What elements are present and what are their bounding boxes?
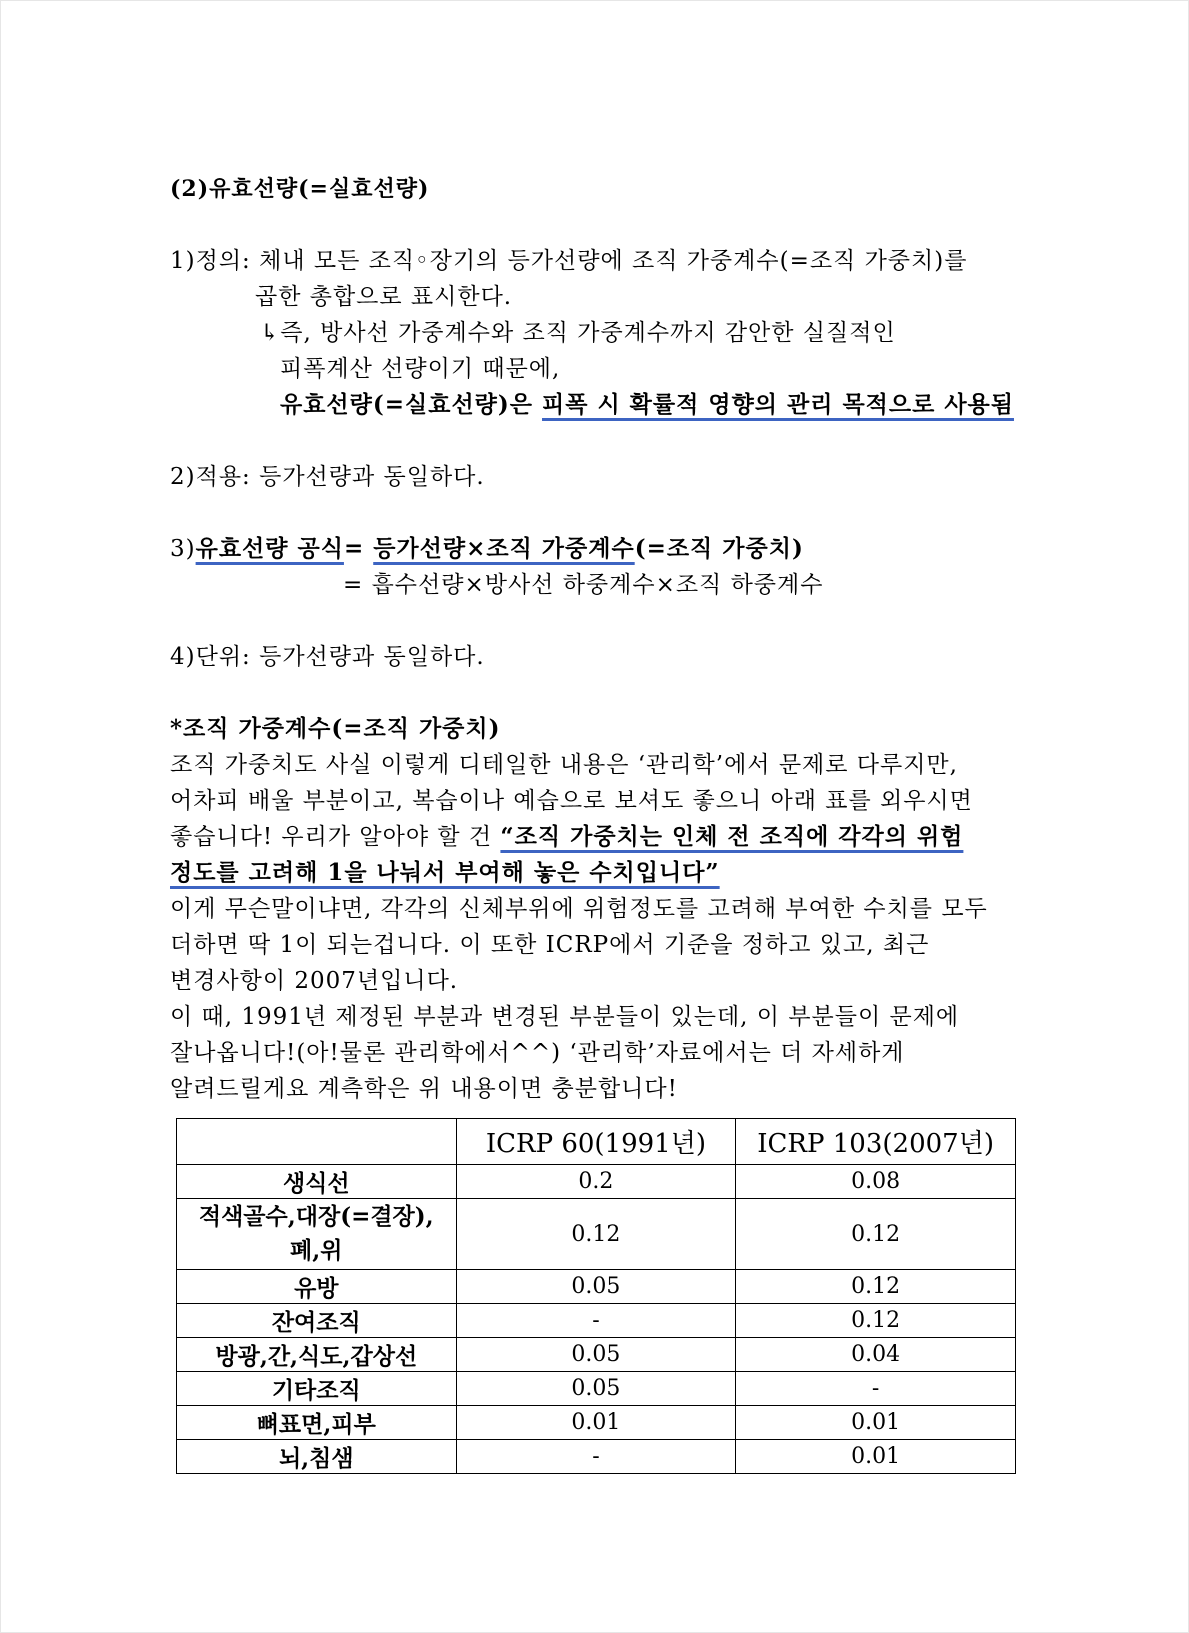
tissue-key-point-1: “조직 가중치는 인체 전 조직에 각각의 위험 (500, 823, 964, 850)
table-header-row (177, 1119, 1016, 1165)
definition-text-1: 체내 모든 조직◦장기의 등가선량에 조직 가중계수(=조직 가중치)를 (259, 248, 968, 274)
tissue-paragraph-10: 알려드릴게요 계측학은 위 내용이면 충분합니다! (170, 1076, 678, 1102)
definition-line-2: 곱한 총합으로 표시한다. (255, 284, 513, 310)
formula-expression: 등가선량×조직 가중계수 (373, 535, 635, 562)
icrp60-cell: 0.01 (456, 1406, 736, 1440)
formula-name: 유효선량 공식 (195, 535, 344, 562)
table-row (177, 1406, 1016, 1440)
organ-cell-line-2: 폐,위 (290, 1237, 343, 1264)
organ-cell: 생식선 (177, 1165, 457, 1199)
definition-highlight: 피폭 시 확률적 영향의 관리 목적으로 사용됨 (542, 391, 1014, 418)
icrp60-cell: - (456, 1304, 736, 1338)
icrp60-cell: 0.05 (456, 1270, 736, 1304)
tissue-paragraph-3 (170, 820, 963, 854)
tissue-paragraph-6: 더하면 딱 1이 되는겁니다. 이 또한 ICRP에서 기준을 정하고 있고, 최근 (170, 932, 930, 958)
table-header-blank (177, 1119, 457, 1165)
unit-line: 4)단위: 등가선량과 동일하다. (170, 644, 485, 670)
icrp60-cell: 0.05 (456, 1372, 736, 1406)
organ-cell: 뇌,침샘 (177, 1440, 457, 1474)
definition-line-3: ↳즉, 방사선 가중계수와 조직 가중계수까지 감안한 실질적인 (260, 320, 896, 346)
icrp103-cell: 0.12 (736, 1270, 1016, 1304)
table-row (177, 1440, 1016, 1474)
icrp60-cell: 0.12 (456, 1199, 736, 1270)
icrp103-cell: - (736, 1372, 1016, 1406)
table-row (177, 1338, 1016, 1372)
icrp103-cell: 0.12 (736, 1199, 1016, 1270)
icrp103-cell: 0.04 (736, 1338, 1016, 1372)
icrp103-cell: 0.08 (736, 1165, 1016, 1199)
organ-cell: 기타조직 (177, 1372, 457, 1406)
organ-cell: 뼈표면,피부 (177, 1406, 457, 1440)
icrp103-cell: 0.01 (736, 1406, 1016, 1440)
definition-line-5 (280, 388, 1014, 422)
icrp60-cell: 0.2 (456, 1165, 736, 1199)
icrp60-cell: 0.05 (456, 1338, 736, 1372)
tissue-paragraph-2: 어차피 배울 부분이고, 복습이나 예습으로 보셔도 좋으니 아래 표를 외우시면 (170, 788, 973, 814)
definition-line-1 (170, 244, 967, 278)
definition-label: 1)정의: (170, 248, 251, 274)
formula-label: 3) (170, 536, 196, 562)
tissue-key-point-2: 정도를 고려해 1을 나눠서 부여해 놓은 수치입니다” (170, 859, 720, 886)
tissue-p3-plain: 좋습니다! 우리가 알아야 할 건 (170, 824, 501, 850)
definition-bold: 유효선량(=실효선량)은 (280, 391, 543, 418)
table-row (177, 1199, 1016, 1270)
tissue-heading: *조직 가중계수(=조직 가중치) (170, 715, 501, 742)
icrp103-cell: 0.12 (736, 1304, 1016, 1338)
organ-cell (177, 1199, 457, 1270)
icrp60-cell: - (456, 1440, 736, 1474)
tissue-paragraph-5: 이게 무슨말이냐면, 각각의 신체부위에 위험정도를 고려해 부여한 수치를 모두 (170, 896, 988, 922)
table-row (177, 1270, 1016, 1304)
table-row (177, 1304, 1016, 1338)
tissue-paragraph-9: 잘나옵니다!(아!물론 관리학에서^^) ‘관리학’자료에서는 더 자세하게 (170, 1040, 905, 1066)
formula-line-1 (170, 532, 804, 566)
table-header-icrp60: ICRP 60(1991년) (456, 1119, 736, 1165)
formula-line-2: = 흡수선량×방사선 하중계수×조직 하중계수 (343, 572, 824, 598)
table-row (177, 1165, 1016, 1199)
icrp103-cell: 0.01 (736, 1440, 1016, 1474)
tissue-weighting-table (176, 1118, 1016, 1474)
formula-note: (=조직 가중치) (634, 535, 804, 562)
organ-cell: 잔여조직 (177, 1304, 457, 1338)
organ-cell: 방광,간,식도,갑상선 (177, 1338, 457, 1372)
table-header-icrp103: ICRP 103(2007년) (736, 1119, 1016, 1165)
section-title: (2)유효선량(=실효선량) (170, 176, 430, 202)
organ-cell: 유방 (177, 1270, 457, 1304)
organ-cell-line-1: 적색골수,대장(=결장), (198, 1203, 434, 1230)
formula-equals: = (343, 535, 374, 562)
tissue-paragraph-1: 조직 가중치도 사실 이렇게 디테일한 내용은 ‘관리학’에서 문제로 다루지만, (170, 752, 958, 778)
tissue-paragraph-7: 변경사항이 2007년입니다. (170, 968, 459, 994)
application-line: 2)적용: 등가선량과 동일하다. (170, 464, 485, 490)
definition-line-4: 피폭계산 선량이기 때문에, (280, 356, 561, 382)
table-row (177, 1372, 1016, 1406)
tissue-paragraph-8: 이 때, 1991년 제정된 부분과 변경된 부분들이 있는데, 이 부분들이 문제에 (170, 1004, 960, 1030)
